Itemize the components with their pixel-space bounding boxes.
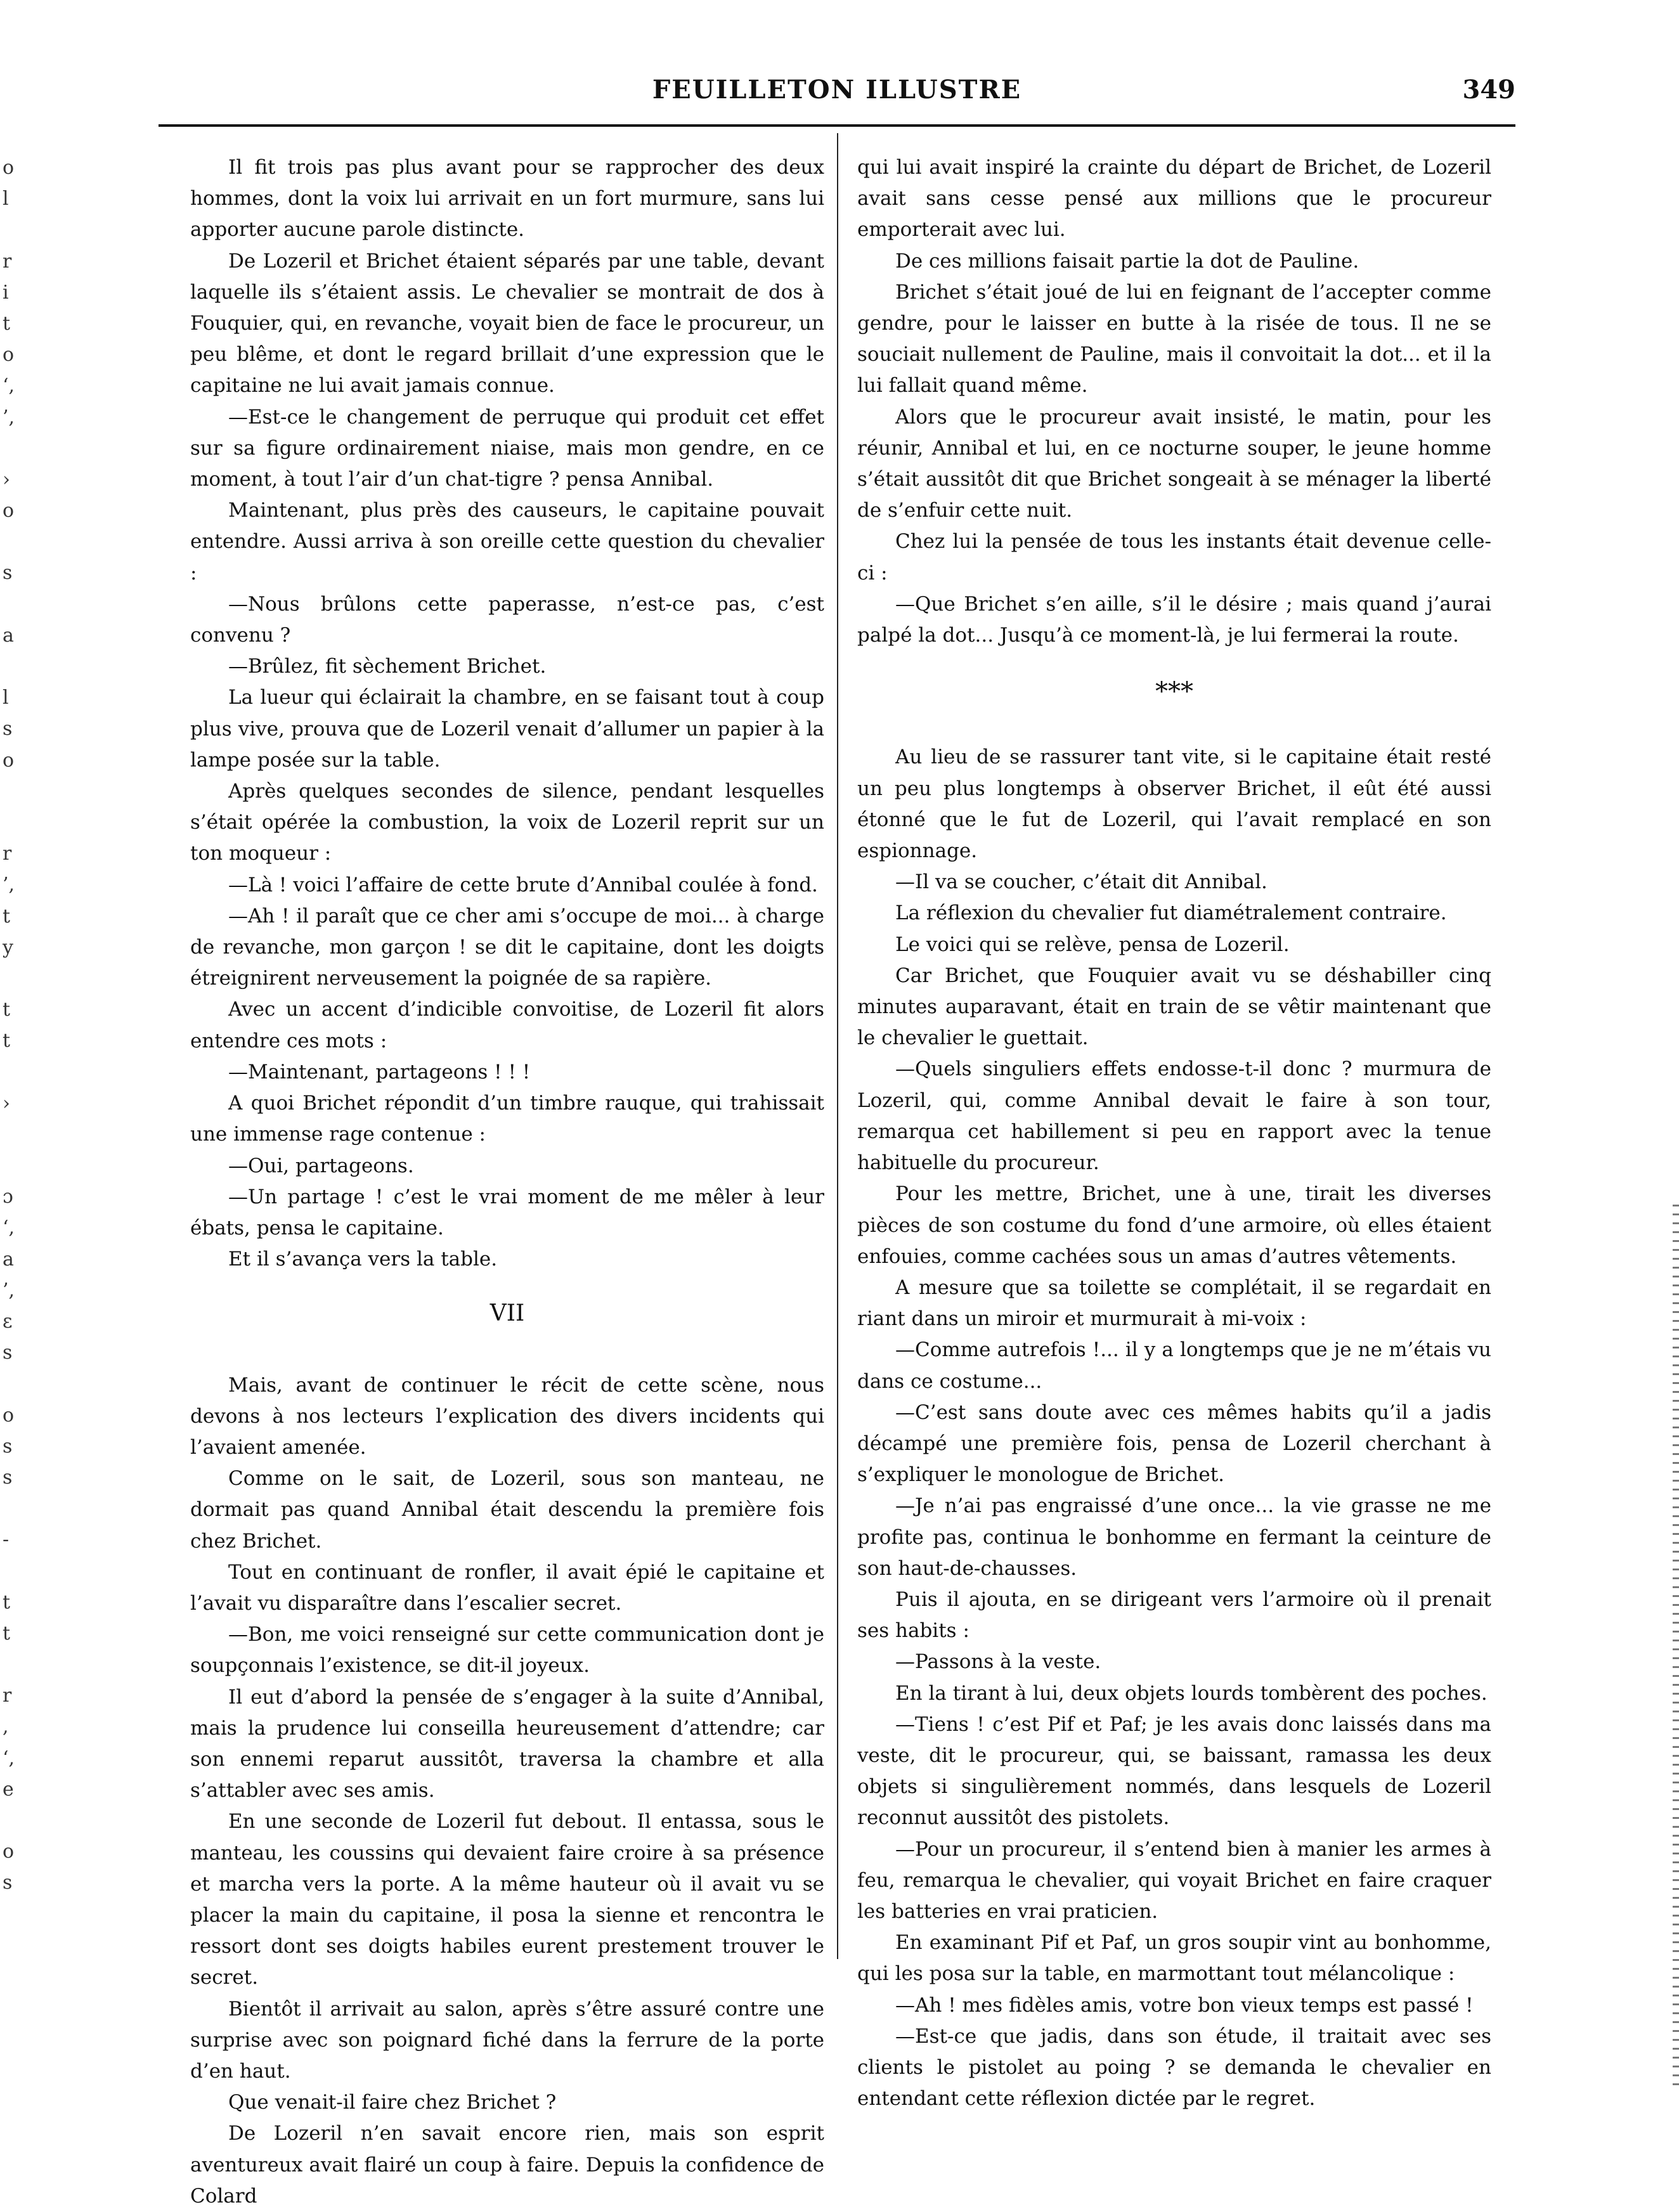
margin-mark: ɛ xyxy=(3,1310,13,1333)
margin-mark xyxy=(3,526,28,557)
margin-mark: ‘, xyxy=(3,375,15,398)
margin-mark: t xyxy=(3,1622,11,1645)
margin-mark: ’, xyxy=(3,874,15,896)
paragraph: Tout en continuant de ronfler, il avait épié le capitaine et l’avait vu disparaître dans l’escalier secret. xyxy=(190,1560,824,1615)
paragraph: Et il s’avança vers la table. xyxy=(228,1248,498,1271)
margin-mark: ‘, xyxy=(3,1217,15,1239)
margin-mark: a xyxy=(3,624,14,647)
margin-mark: t xyxy=(3,1591,11,1614)
paragraph: —Nous brûlons cette paperasse, n’est-ce pas, c’est convenu ? xyxy=(190,592,824,647)
margin-mark: › xyxy=(3,468,10,491)
paragraph: Au lieu de se rassurer tant vite, si le capitaine était resté un peu plus longtemps à observer Brichet, il eût été aussi étonné que le fut de Lozeril, qui l’avait remplacé en son espionnage. xyxy=(857,746,1491,863)
margin-mark: s xyxy=(3,718,13,741)
right-column xyxy=(857,152,1491,2114)
paragraph: —Est-ce le changement de perruque qui produit cet effet sur sa figure ordinairement niaise, mais mon gendre, en ce moment, à tout l’air d’un chat-tigre ? pensa Annibal. xyxy=(190,405,824,491)
margin-mark: s xyxy=(3,1435,13,1458)
margin-mark xyxy=(3,589,28,620)
paragraph: La réflexion du chevalier fut diamétralement contraire. xyxy=(895,902,1447,925)
paragraph: De Lozeril et Brichet étaient séparés par une table, devant laquelle ils s’étaient assis. Le chevalier se montrait de dos à Fouquier, qui, en revanche, voyait bien de face le procureur, un peu blême, et dont le regard brillait d’une expression que le capitaine ne lui avait jamais connue. xyxy=(190,249,824,398)
paragraph: —Oui, partageons. xyxy=(228,1154,414,1177)
paragraph: Alors que le procureur avait insisté, le matin, pour les réunir, Annibal et lui, en ce nocturne souper, le jeune homme s’était aussitôt dit que Brichet songeait à se ménager la liberté de s’enfuir cette nuit. xyxy=(857,405,1491,522)
paragraph: Que venait-il faire chez Brichet ? xyxy=(228,2091,557,2114)
margin-mark: l xyxy=(3,687,9,709)
paragraph: Mais, avant de continuer le récit de cette scène, nous devons à nos lecteurs l’explication des divers incidents qui l’avaient amenée. xyxy=(190,1373,824,1459)
paragraph: La lueur qui éclairait la chambre, en se faisant tout à coup plus vive, prouva que de Lozeril venait d’allumer un papier à la lampe posée sur la table. xyxy=(190,686,824,772)
paragraph: —Quels singuliers effets endosse-t-il donc ? murmura de Lozeril, qui, comme Annibal devait le faire à son tour, remarqua cet habillement si peu en rapport avec la tenue habituelle du procureur. xyxy=(857,1057,1491,1175)
paragraph: —Là ! voici l’affaire de cette brute d’Annibal coulée à fond. xyxy=(228,873,818,896)
margin-mark: s xyxy=(3,1466,13,1489)
margin-mark: , xyxy=(3,1716,9,1738)
margin-mark: r xyxy=(3,250,12,273)
margin-mark: t xyxy=(3,905,11,928)
paragraph: Avec un accent d’indicible convoitise, de Lozeril fit alors entendre ces mots : xyxy=(190,998,824,1052)
margin-mark xyxy=(3,433,28,464)
margin-mark: ɔ xyxy=(3,1186,13,1208)
paragraph: De ces millions faisait partie la dot de Pauline. xyxy=(895,249,1359,273)
paragraph: Après quelques secondes de silence, pendant lesquelles s’était opérée la combustion, la voix de Lozeril reprit sur un ton moqueur : xyxy=(190,780,824,865)
paragraph: —Je n’ai pas engraissé d’une once... la vie grasse ne me profite pas, continua le bonhomme en fermant la ceinture de son haut-de-chausses. xyxy=(857,1494,1491,1580)
margin-mark xyxy=(3,1805,28,1836)
paragraph: —Un partage ! c’est le vrai moment de me mêler à leur ébats, pensa le capitaine. xyxy=(190,1185,824,1239)
paragraph: Il eut d’abord la pensée de s’engager à la suite d’Annibal, mais la prudence lui conseilla heureusement d’attendre; car son ennemi reparut aussitôt, traversa la chambre et alla s’attabler avec ses amis. xyxy=(190,1685,824,1802)
column-divider xyxy=(837,133,838,1959)
margin-mark xyxy=(3,1649,28,1680)
margin-mark: o xyxy=(3,749,15,772)
paragraph: Brichet s’était joué de lui en feignant de l’accepter comme gendre, pour le laisser en butte à la risée de tous. Il ne se souciait nullement de Pauline, mais il convoitait la dot... et il la lui fallait quand même. xyxy=(857,280,1491,398)
margin-mark: s xyxy=(3,1342,13,1364)
margin-mark: ’, xyxy=(3,1279,15,1302)
margin-mark xyxy=(3,776,28,807)
margin-mark: o xyxy=(3,500,15,522)
margin-mark: o xyxy=(3,1840,15,1863)
margin-bleed-marks xyxy=(3,152,28,1899)
paragraph: —Maintenant, partageons ! ! ! xyxy=(228,1060,531,1083)
running-title: FEUILLETON ILLUSTRE xyxy=(652,75,1022,105)
margin-mark: l xyxy=(3,188,9,210)
left-column xyxy=(190,152,824,2212)
paragraph: —Pour un procureur, il s’entend bien à manier les armes à feu, remarqua le chevalier, qui voyait Brichet en faire craquer les batteries en vrai praticien. xyxy=(857,1837,1491,1923)
paragraph: —Tiens ! c’est Pif et Paf; je les avais donc laissés dans ma veste, dit le procureur, qui, se baissant, ramassa les deux objets si singulièrement nommés, dans lesquels de Lozeril reconnut aussitôt des pistolets. xyxy=(857,1712,1491,1830)
margin-mark: r xyxy=(3,843,12,865)
paragraph: —Comme autrefois !... il y a longtemps que je ne m’étais vu dans ce costume... xyxy=(857,1338,1491,1393)
paragraph: En une seconde de Lozeril fut debout. Il entassa, sous le manteau, les coussins qui devaient faire croire à sa présence et marcha vers la porte. A la même hauteur où il avait vu se placer la main du capitaine, il posa la sienne et rencontra le ressort dont ses doigts habiles eurent prestement trouver le secret. xyxy=(190,1810,824,1989)
paragraph: Chez lui la pensée de tous les instants était devenue celle-ci : xyxy=(857,530,1491,585)
paragraph: Maintenant, plus près des causeurs, le capitaine pouvait entendre. Aussi arriva à son oreille cette question du chevalier : xyxy=(190,499,824,585)
margin-mark xyxy=(3,1056,28,1087)
paragraph: A mesure que sa toilette se complétait, il se regardait en riant dans un miroir et murmurait à mi-voix : xyxy=(857,1276,1491,1331)
paragraph: Comme on le sait, de Lozeril, sous son manteau, ne dormait pas quand Annibal était descendu la première fois chez Brichet. xyxy=(190,1467,824,1553)
margin-mark xyxy=(3,651,28,682)
margin-mark: a xyxy=(3,1248,14,1271)
asterism-break: *** xyxy=(1155,677,1193,707)
margin-mark: r xyxy=(3,1685,12,1707)
margin-mark: ‘, xyxy=(3,1747,15,1769)
paragraph: —Est-ce que jadis, dans son étude, il traitait avec ses clients le pistolet au poing ? se demanda le chevalier en entendant cette réflexion dictée par le regret. xyxy=(857,2024,1491,2111)
margin-mark xyxy=(3,1493,28,1524)
margin-mark xyxy=(3,1119,28,1150)
paragraph: Bientôt il arrivait au salon, après s’être assuré contre une surprise avec son poignard fiché dans la ferrure de la porte d’en haut. xyxy=(190,1997,824,2083)
margin-mark: t xyxy=(3,312,11,335)
margin-mark xyxy=(3,963,28,994)
chapter-heading: VII xyxy=(489,1300,525,1327)
margin-mark: ’, xyxy=(3,406,15,429)
paragraph-continued: qui lui avait inspiré la crainte du départ de Brichet, de Lozeril avait sans cesse pensé aux millions que le procureur emporterait avec lui. xyxy=(857,156,1491,242)
paragraph: —Ah ! mes fidèles amis, votre bon vieux temps est passé ! xyxy=(895,1993,1474,2017)
paragraph: —Bon, me voici renseigné sur cette communication dont je soupçonnais l’existence, se dit-il joyeux. xyxy=(190,1623,824,1678)
paragraph: En la tirant à lui, deux objets lourds tombèrent des poches. xyxy=(895,1681,1488,1705)
margin-mark xyxy=(3,807,28,838)
paragraph: Pour les mettre, Brichet, une à une, tirait les diverses pièces de son costume du fond d’une armoire, où elles étaient enfouies, comme cachées sous un amas d’autres vêtements. xyxy=(857,1182,1491,1268)
margin-mark xyxy=(3,1368,28,1399)
paragraph: Puis il ajouta, en se dirigeant vers l’armoire où il prenait ses habits : xyxy=(857,1588,1491,1643)
margin-mark: o xyxy=(3,157,15,179)
paragraph: —Passons à la veste. xyxy=(895,1650,1101,1674)
paragraph: —C’est sans doute avec ces mêmes habits qu’il a jadis décampé une première fois, pensa de Lozeril cherchant à s’expliquer le monologue de Brichet. xyxy=(857,1400,1491,1487)
paragraph: Le voici qui se relève, pensa de Lozeril. xyxy=(895,933,1290,956)
margin-mark xyxy=(3,1555,28,1586)
paragraph: De Lozeril n’en savait encore rien, mais son esprit aventureux avait flairé un coup à faire. Depuis la confidence de Colard xyxy=(190,2122,824,2208)
paragraph: A quoi Brichet répondit d’un timbre rauque, qui trahissait une immense rage contenue : xyxy=(190,1092,824,1146)
page-header xyxy=(159,75,1515,126)
scan-edge-noise xyxy=(1673,1205,1679,2092)
page-number: 349 xyxy=(1462,75,1515,105)
margin-mark: y xyxy=(3,936,13,959)
paragraph: Il fit trois pas plus avant pour se rapprocher des deux hommes, dont la voix lui arrivait en un fort murmure, sans lui apporter aucune parole distincte. xyxy=(190,156,824,242)
paragraph: —Ah ! il paraît que ce cher ami s’occupe de moi... à charge de revanche, mon garçon ! se dit le capitaine, dont les doigts étreignirent nerveusement la poignée de sa rapière. xyxy=(190,904,824,990)
paragraph: —Il va se coucher, c’était dit Annibal. xyxy=(895,870,1267,894)
margin-mark xyxy=(3,1150,28,1181)
margin-mark: t xyxy=(3,1030,11,1052)
paragraph: —Brûlez, fit sèchement Brichet. xyxy=(228,655,547,678)
margin-mark: t xyxy=(3,999,11,1021)
margin-mark: i xyxy=(3,281,9,304)
margin-mark: o xyxy=(3,1404,15,1426)
margin-mark: o xyxy=(3,344,15,366)
header-rule xyxy=(159,124,1515,127)
margin-mark xyxy=(3,214,28,245)
paragraph: Car Brichet, que Fouquier avait vu se déshabiller cinq minutes auparavant, était en train de se vêtir maintenant que le chevalier le guettait. xyxy=(857,964,1491,1050)
margin-mark: - xyxy=(3,1529,10,1551)
paragraph: —Que Brichet s’en aille, s’il le désire ; mais quand j’aurai palpé la dot... Jusqu’à ce moment-là, je lui fermerai la route. xyxy=(857,592,1491,647)
margin-mark: s xyxy=(3,1872,13,1894)
margin-mark: e xyxy=(3,1778,14,1801)
paragraph: En examinant Pif et Paf, un gros soupir vint au bonhomme, qui les posa sur la table, en marmottant tout mélancolique : xyxy=(857,1931,1491,1986)
margin-mark: › xyxy=(3,1092,10,1115)
margin-mark: s xyxy=(3,562,13,585)
